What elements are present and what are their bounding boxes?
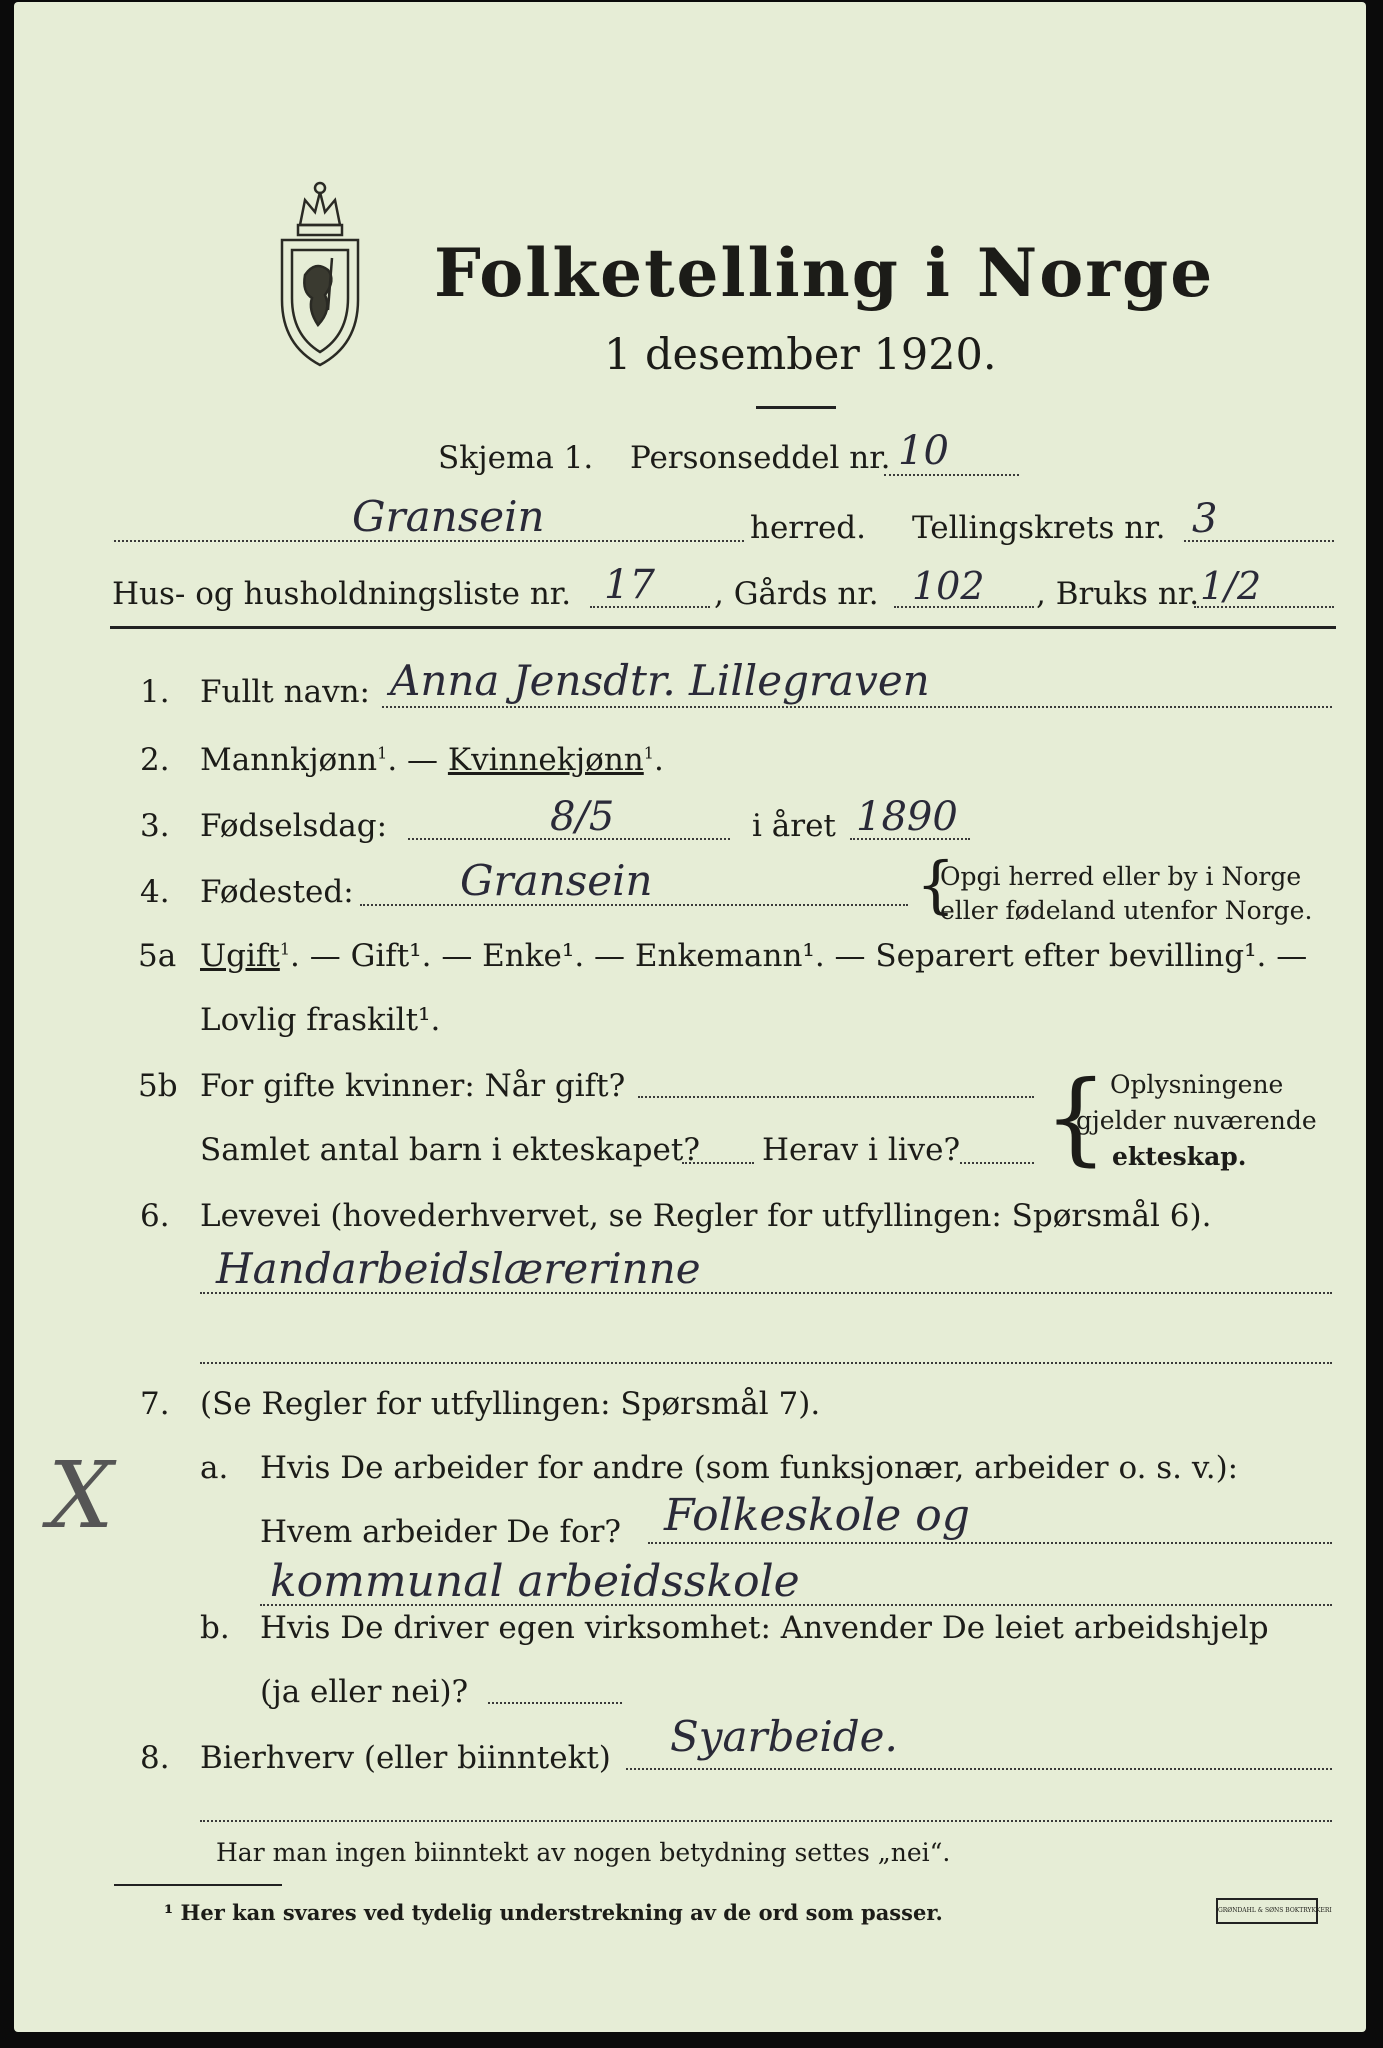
- gards-value: 102: [912, 564, 985, 608]
- title-divider: [756, 406, 836, 409]
- census-date: 1 desember 1920.: [604, 330, 997, 380]
- q7b-sub-label: (ja eller nei)?: [260, 1674, 469, 1710]
- q4-label: Fødested:: [200, 874, 354, 910]
- q6-number: 6.: [140, 1198, 170, 1234]
- q5b-alive-line: [960, 1162, 1034, 1164]
- q7-label: (Se Regler for utfyllingen: Spørsmål 7).: [200, 1386, 821, 1422]
- footnote: ¹ Her kan svares ved tydelig understrekning av de ord som passer.: [164, 1900, 943, 1925]
- q7b-label: Hvis De driver egen virksomhet: Anvender De leiet arbeidshjelp: [260, 1610, 1269, 1646]
- q5b-children-line: [682, 1162, 754, 1164]
- herred-label: herred.: [750, 510, 866, 546]
- q5a-other-options: . — Gift¹. — Enke¹. — Enkemann¹. — Separert efter bevilling¹. —: [290, 938, 1308, 974]
- q5b-note-line-3: ekteskap.: [1112, 1142, 1247, 1171]
- q8-line-2: [200, 1820, 1332, 1822]
- personseddel-label: Personseddel nr.: [630, 440, 891, 476]
- q8-label: Bierhverv (eller biinntekt): [200, 1740, 611, 1776]
- tellingskrets-label: Tellingskrets nr.: [912, 510, 1166, 546]
- q7-number: 7.: [140, 1386, 170, 1422]
- q5b-children-label: Samlet antal barn i ekteskapet?: [200, 1132, 700, 1168]
- q5b-note-line-2: gjelder nuværende: [1076, 1106, 1317, 1135]
- census-form-sheet: [14, 2, 1366, 2032]
- q5b-alive-label: Herav i live?: [762, 1132, 961, 1168]
- bruks-label: , Bruks nr.: [1036, 576, 1200, 612]
- margin-x-mark: X: [48, 1442, 114, 1549]
- q7b-letter: b.: [200, 1610, 230, 1646]
- q5b-number: 5b: [138, 1068, 178, 1104]
- q5a-line-2: Lovlig fraskilt¹.: [200, 1002, 441, 1038]
- q5a-ugift-footnote: 1: [279, 939, 291, 959]
- q2-male-option: Mannkjønn: [200, 742, 378, 778]
- q1-line: [382, 706, 1332, 708]
- q3-label: Fødselsdag:: [200, 808, 388, 844]
- q5b-when-line: [638, 1096, 1034, 1098]
- q7a-value-line-2: kommunal arbeidsskole: [270, 1556, 800, 1607]
- q7a-value-line-1: Folkeskole og: [664, 1490, 970, 1541]
- q3-year-value: 1890: [856, 794, 958, 840]
- q3-value: 8/5: [550, 794, 615, 840]
- coat-of-arms-icon: [270, 170, 370, 370]
- hus-value: 17: [604, 562, 655, 608]
- form-title: Folketelling i Norge: [434, 234, 1215, 312]
- q7b-line: [488, 1702, 622, 1704]
- herred-value: Gransein: [352, 492, 545, 541]
- q8-value: Syarbeide.: [670, 1712, 898, 1761]
- q4-number: 4.: [140, 874, 170, 910]
- q8-line: [626, 1768, 1332, 1770]
- q4-note-brace: {: [916, 848, 956, 921]
- q5b-note-line-1: Oplysningene: [1110, 1070, 1284, 1099]
- schema-label: Skjema 1.: [438, 440, 594, 476]
- q1-value: Anna Jensdtr. Lillegraven: [390, 656, 930, 705]
- q7a-label: Hvis De arbeider for andre (som funksjonær, arbeider o. s. v.):: [260, 1450, 1239, 1486]
- q3-number: 3.: [140, 808, 170, 844]
- q2-options: [200, 742, 664, 778]
- q5a-ugift-option-underlined: Ugift: [200, 938, 280, 974]
- q4-note-line-2: eller fødeland utenfor Norge.: [940, 896, 1313, 925]
- gards-label: , Gårds nr.: [714, 576, 879, 612]
- q2-female-option-underlined: Kvinnekjønn: [447, 742, 644, 778]
- q3-year-label: i året: [752, 808, 836, 844]
- q1-number: 1.: [140, 674, 170, 710]
- q5b-note-brace: {: [1044, 1059, 1108, 1176]
- tellingskrets-value: 3: [1192, 496, 1218, 542]
- personseddel-value: 10: [898, 428, 949, 474]
- footnote-rule: [114, 1884, 282, 1886]
- header-rule: [110, 626, 1336, 629]
- q7a-line-1: [648, 1542, 1332, 1544]
- q6-label: Levevei (hovederhvervet, se Regler for utfyllingen: Spørsmål 6).: [200, 1198, 1212, 1234]
- q7a-sub-label: Hvem arbeider De for?: [260, 1514, 622, 1550]
- q2-female-footnote: 1: [643, 743, 654, 763]
- bruks-value: 1/2: [1200, 564, 1262, 608]
- q2-male-footnote: 1: [377, 743, 388, 763]
- q7a-letter: a.: [200, 1450, 229, 1486]
- q8-number: 8.: [140, 1740, 170, 1776]
- q6-value: Handarbeidslærerinne: [216, 1244, 701, 1293]
- printer-mark: GRØNDAHL & SØNS BOKTRYKKERI: [1216, 1898, 1318, 1924]
- q8-note: Har man ingen biinntekt av nogen betydning settes „nei“.: [216, 1838, 951, 1867]
- q2-separator: . —: [387, 742, 448, 778]
- q4-note-line-1: Opgi herred eller by i Norge: [940, 862, 1302, 891]
- q1-label: Fullt navn:: [200, 674, 370, 710]
- q4-value: Gransein: [460, 856, 653, 905]
- q5b-line-1: For gifte kvinner: Når gift?: [200, 1068, 626, 1104]
- q2-number: 2.: [140, 742, 170, 778]
- hus-label: Hus- og husholdningsliste nr.: [112, 576, 572, 612]
- q6-line-2: [200, 1362, 1332, 1364]
- q5a-options: [200, 938, 1307, 974]
- personseddel-line: [884, 474, 1019, 476]
- q2-end: .: [653, 742, 664, 778]
- q5a-number: 5a: [138, 938, 177, 974]
